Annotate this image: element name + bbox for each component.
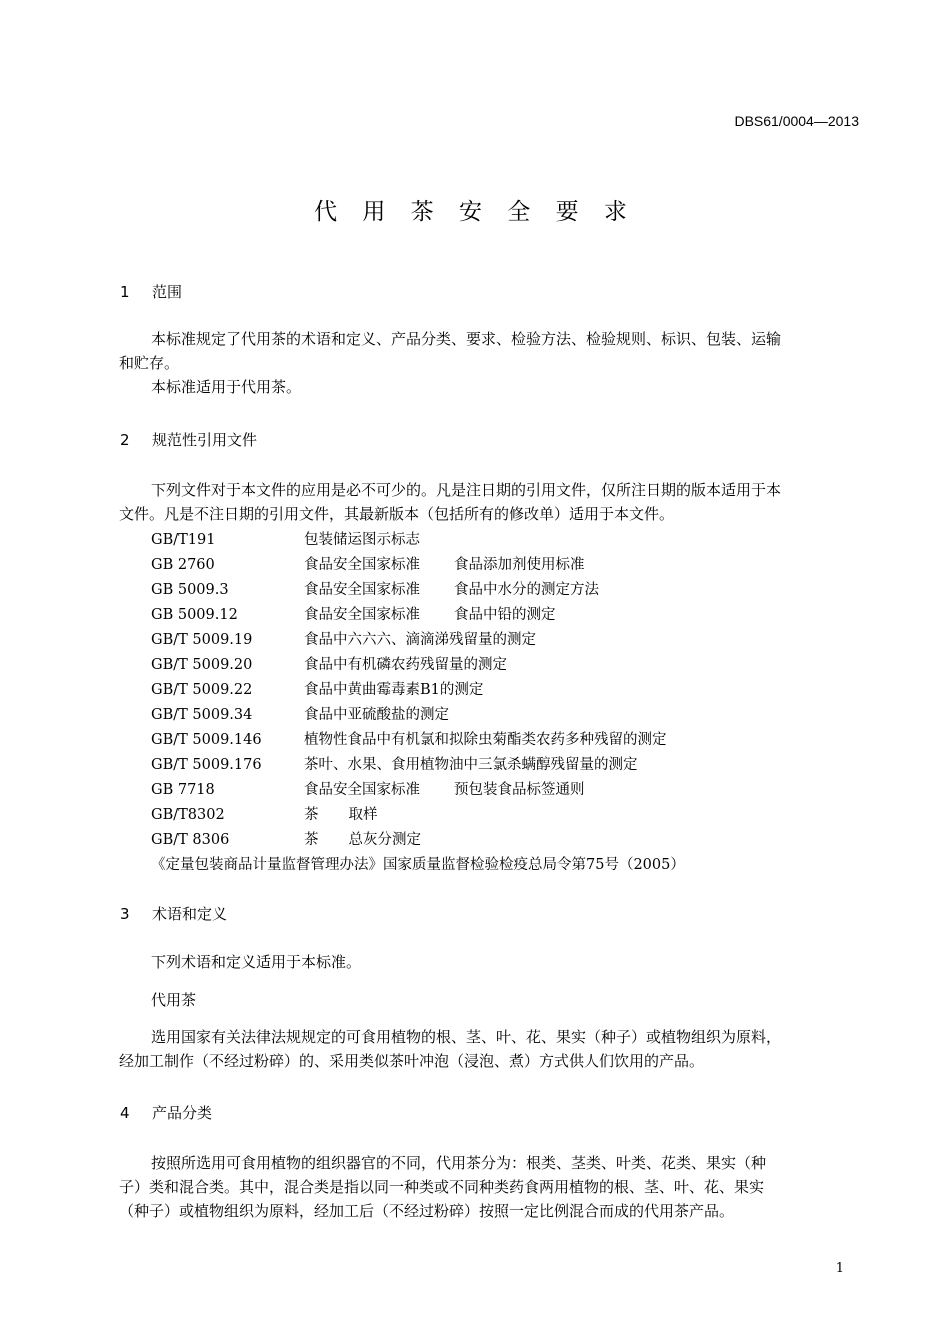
document-title: 代 用 茶 安 全 要 求 [314, 199, 636, 225]
section-3-heading [120, 903, 227, 924]
reference-item: GB/T 5009.146 植物性食品中有机氯和拟除虫菊酯类农药多种残留的测定 [151, 732, 667, 748]
reference-item-regulation: 《定量包装商品计量监督管理办法》国家质量监督检验检疫总局令第75号（2005） [151, 857, 685, 873]
section-number: 1 [120, 283, 130, 301]
section-title: 产品分类 [152, 1104, 213, 1122]
term-definition: 选用国家有关法律法规规定的可食用植物的根、茎、叶、花、果实（种子）或植物组织为原料， 经加工制作（不经过粉碎）的、采用类似茶叶冲泡（浸泡、煮）方式供人们饮用的产品。 [119, 1028, 782, 1070]
section-title: 规范性引用文件 [152, 431, 258, 449]
section-title: 术语和定义 [152, 905, 228, 923]
section-number: 3 [120, 905, 130, 923]
reference-item: GB/T 8306 茶 总灰分测定 [151, 832, 421, 848]
section-3-intro: 下列术语和定义适用于本标准。 [151, 953, 362, 971]
section-number: 4 [120, 1104, 130, 1122]
section-1-heading [120, 281, 182, 302]
section-4-paragraph: 按照所选用可食用植物的组织器官的不同，代用茶分为：根类、茎类、叶类、花类、果实（种 子）类和混合类。其中，混合类是指以同一种类或不同种类药食两用植物的根、茎、叶、花、果实 （种子）或植物组织为原料，经加工后（不经过粉碎）按照一定比例混合而成的代用茶产品。 [119, 1154, 767, 1220]
section-number: 2 [120, 431, 130, 449]
reference-item: GB/T 5009.19 食品中六六六、滴滴涕残留量的测定 [151, 632, 536, 648]
reference-item: GB 5009.3 食品安全国家标准 食品中水分的测定方法 [151, 582, 599, 598]
reference-item: GB/T 5009.176 茶叶、水果、食用植物油中三氯杀螨醇残留量的测定 [151, 757, 638, 773]
reference-item: GB/T191 包装储运图示标志 [151, 532, 420, 548]
section-title: 范围 [152, 283, 183, 301]
reference-item: GB/T 5009.20 食品中有机磷农药残留量的测定 [151, 657, 507, 673]
reference-item: GB 7718 食品安全国家标准 预包装食品标签通则 [151, 782, 585, 798]
section-2-intro: 下列文件对于本文件的应用是必不可少的。凡是注日期的引用文件，仅所注日期的版本适用于本 文件。凡是不注日期的引用文件，其最新版本（包括所有的修改单）适用于本文件。 [119, 481, 782, 523]
reference-item: GB/T8302 茶 取样 [151, 807, 378, 823]
reference-item: GB/T 5009.22 食品中黄曲霉毒素B1的测定 [151, 682, 484, 698]
document-code: DBS61/0004—2013 [734, 113, 859, 129]
section-2-heading [120, 429, 257, 450]
section-4-heading [120, 1102, 212, 1123]
reference-item: GB 5009.12 食品安全国家标准 食品中铅的测定 [151, 607, 556, 623]
term-heading: 代用茶 [151, 991, 197, 1009]
reference-item: GB 2760 食品安全国家标准 食品添加剂使用标准 [151, 557, 585, 573]
section-1-paragraph: 本标准规定了代用茶的术语和定义、产品分类、要求、检验方法、检验规则、标识、包装、运输 和贮存。 本标准适用于代用茶。 [119, 330, 782, 396]
page-number: 1 [835, 1261, 844, 1276]
reference-item: GB/T 5009.34 食品中亚硫酸盐的测定 [151, 707, 449, 723]
